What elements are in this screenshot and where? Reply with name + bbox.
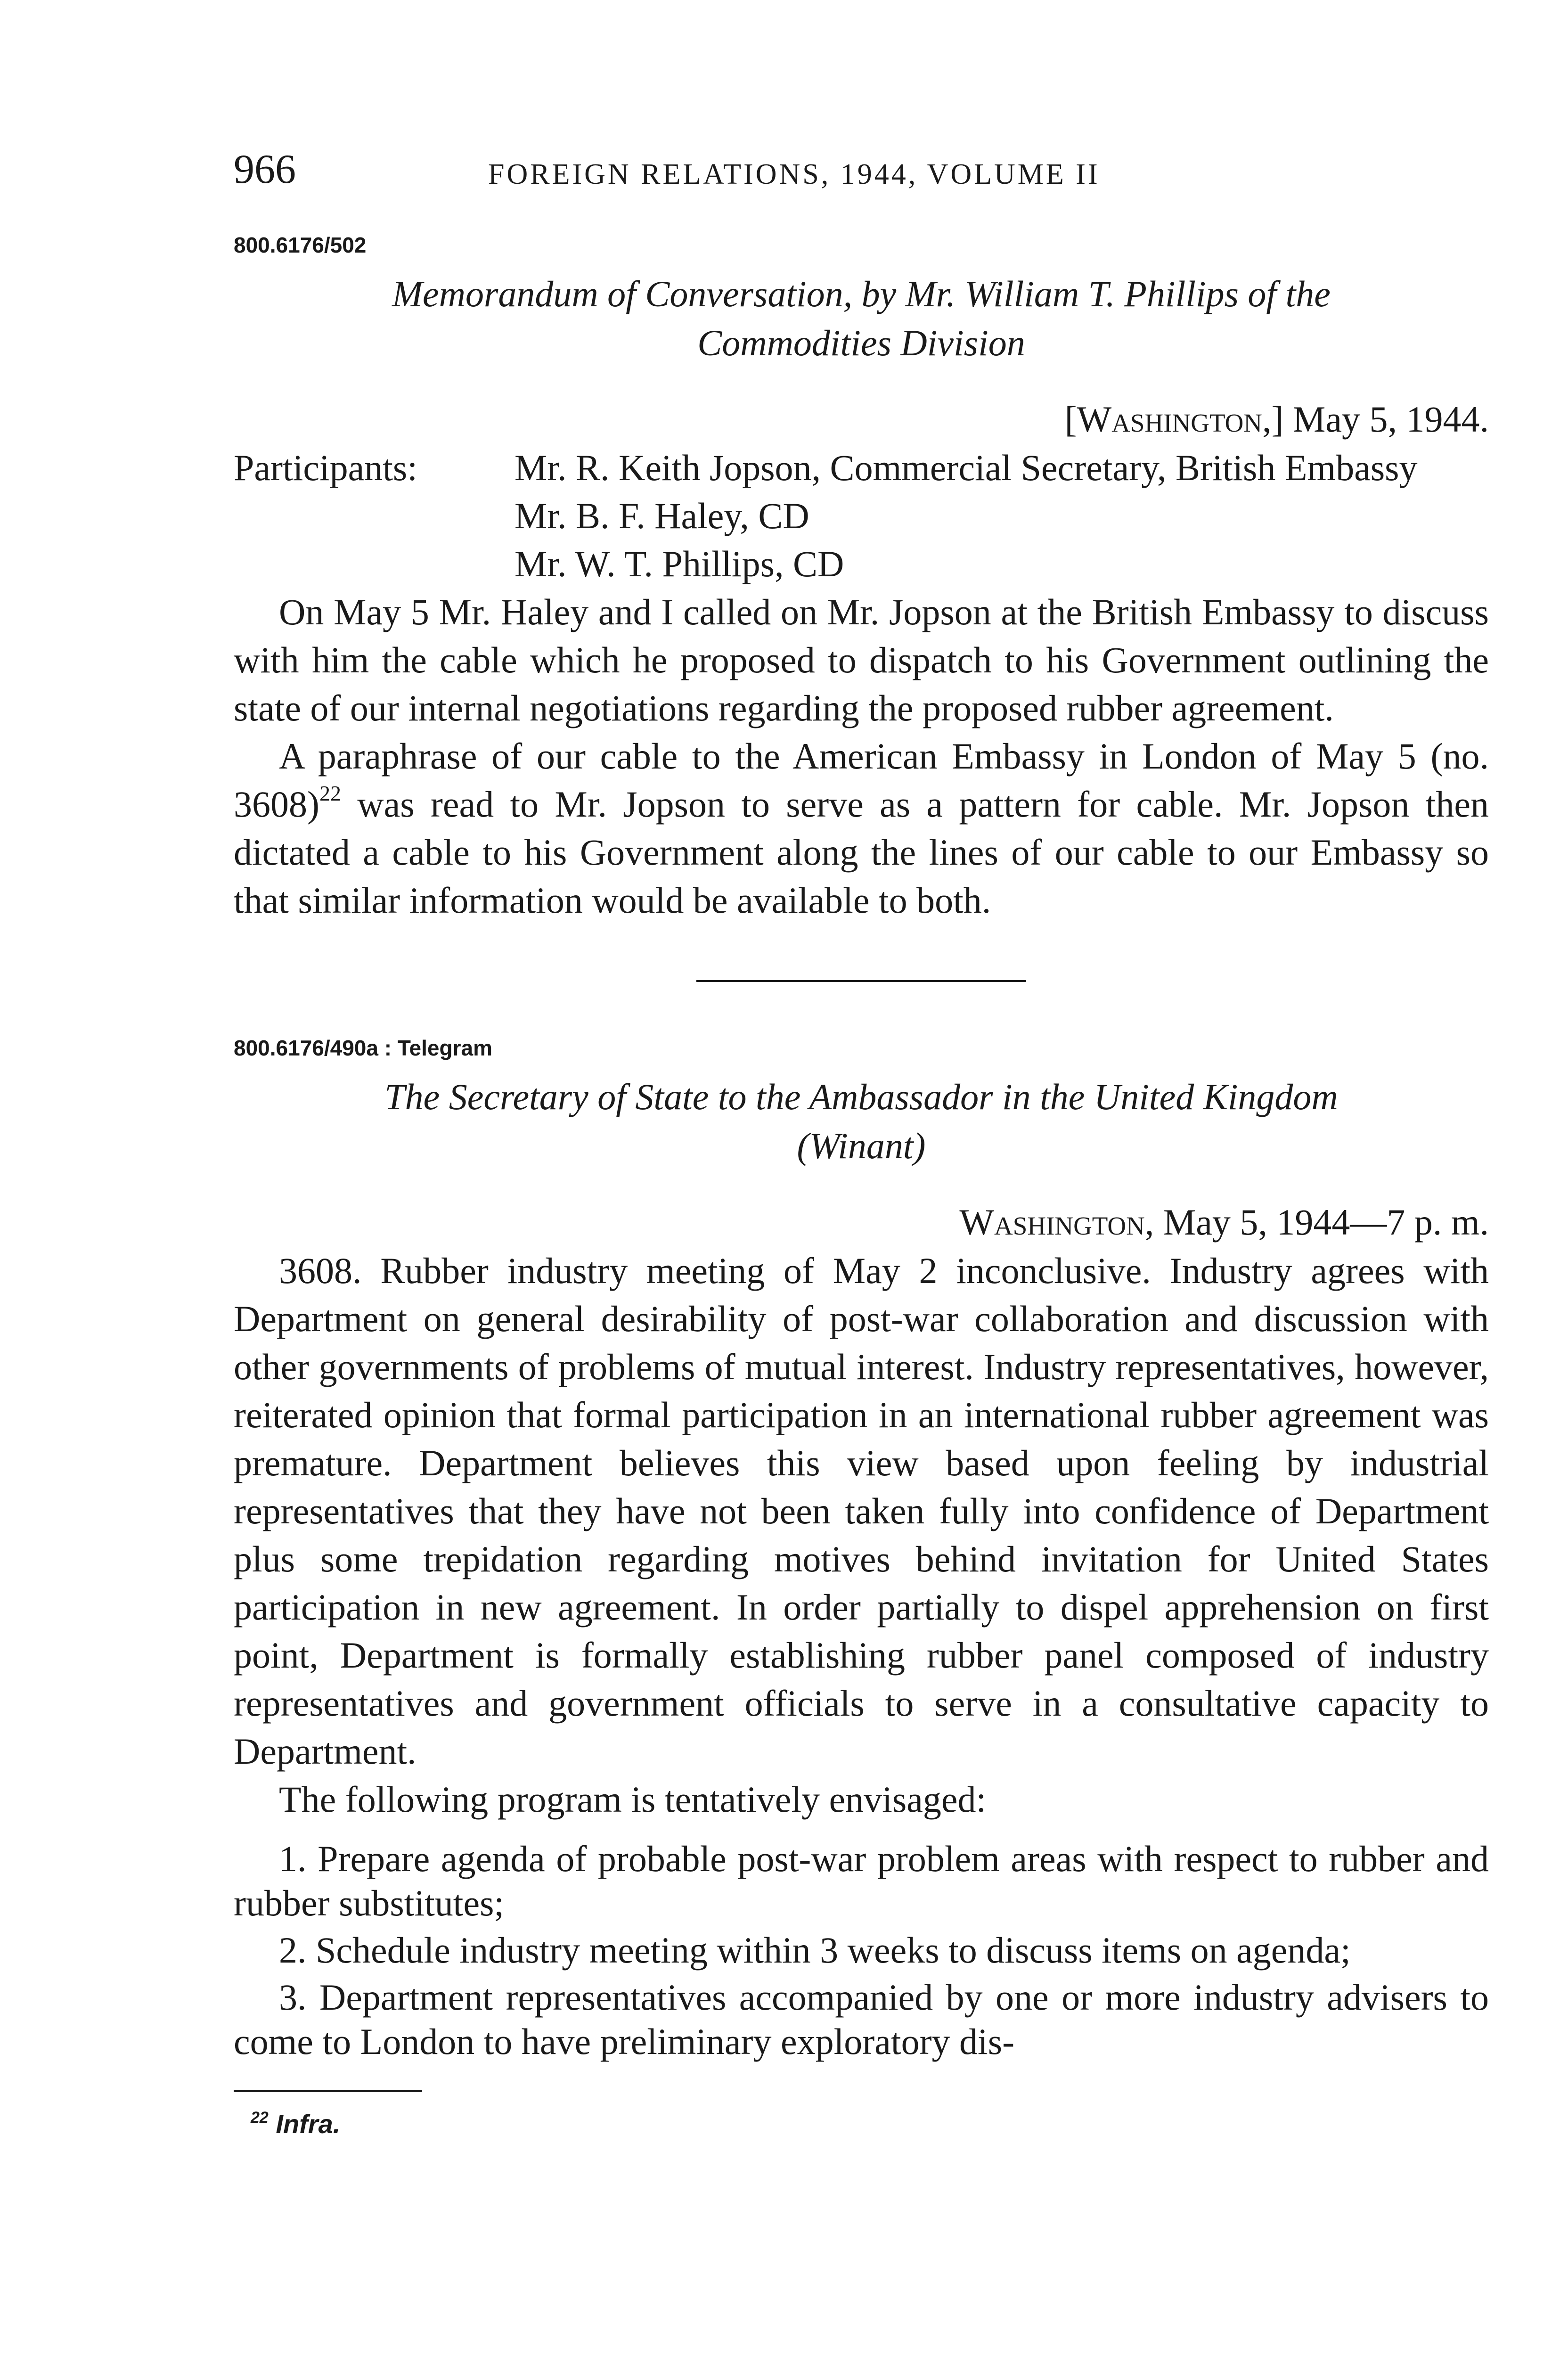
title-line: Memorandum of Conversation, by Mr. William T. Phillips of the bbox=[392, 273, 1331, 314]
participants-list bbox=[514, 444, 1489, 588]
list-item: 3. Department representatives accompanied by one or more industry advisers to come to London to have preliminary exploratory dis- bbox=[234, 1977, 1489, 2062]
running-head: FOREIGN RELATIONS, 1944, VOLUME II bbox=[488, 158, 1100, 190]
paragraph-text: was read to Mr. Jopson to serve as a pattern for cable. Mr. Jopson then dictated a cable to his Government along the lines of our cable to our Embassy so that similar information would be available to both. bbox=[234, 784, 1489, 921]
title-line: (Winant) bbox=[797, 1125, 926, 1166]
document-title bbox=[234, 270, 1489, 368]
page-number: 966 bbox=[234, 147, 296, 192]
participant: Mr. R. Keith Jopson, Commercial Secretary, British Embassy bbox=[514, 447, 1418, 488]
participant: Mr. W. T. Phillips, CD bbox=[514, 543, 844, 584]
dateline bbox=[234, 1198, 1489, 1247]
title-line: Commodities Division bbox=[697, 322, 1025, 363]
dateline-place: Washington, bbox=[959, 1202, 1154, 1243]
memorandum-section bbox=[234, 231, 1489, 924]
dateline bbox=[234, 395, 1489, 444]
list-item: 1. Prepare agenda of probable post-war problem areas with respect to rubber and rubber substitutes; bbox=[234, 1838, 1489, 1923]
paragraph-text: A paraphrase of our cable to the American Embassy in London of May 5 (no. 3608) bbox=[234, 736, 1489, 825]
body-paragraph: 3608. Rubber industry meeting of May 2 inconclusive. Industry agrees with Department on general desirability of post-war collaboration and discussion with other governments of problems of mutual interest. Industry representatives, however, reiterated opinion that formal participation in an international rubber agreement was premature. Department believes this view based upon feeling by industrial representatives that they have not been taken fully into confidence of Department plus some trepidation regarding motives behind invitation for United States participation in new agreement. In order partially to dispel apprehension on first point, Department is formally establishing rubber panel composed of industry representatives and government officials to serve in a consultative capacity to Department. bbox=[234, 1250, 1489, 1772]
body-paragraph: On May 5 Mr. Haley and I called on Mr. Jopson at the British Embassy to discuss with him the cable which he proposed to dispatch to his Government outlining the state of our internal negotiations regarding the proposed rubber agreement. bbox=[234, 591, 1489, 728]
footnote-number: 22 bbox=[251, 2109, 269, 2127]
page-header bbox=[234, 146, 1489, 221]
dateline-date: May 5, 1944—7 p. m. bbox=[1154, 1202, 1489, 1243]
file-number: 800.6176/502 bbox=[234, 233, 367, 257]
body-paragraph bbox=[234, 732, 1489, 924]
telegram-section bbox=[234, 1034, 1489, 2064]
footnote-text: Infra. bbox=[276, 2109, 341, 2139]
section-divider bbox=[696, 980, 1026, 982]
list-item: 2. Schedule industry meeting within 3 weeks to discuss items on agenda; bbox=[279, 1930, 1351, 1971]
participant: Mr. B. F. Haley, CD bbox=[514, 495, 809, 536]
title-line: The Secretary of State to the Ambassador in the United Kingdom bbox=[384, 1076, 1338, 1117]
body-paragraph: The following program is tentatively envisaged: bbox=[279, 1779, 987, 1820]
program-list bbox=[234, 1837, 1489, 2064]
footnote-divider bbox=[234, 2090, 422, 2092]
dateline-date: May 5, 1944. bbox=[1283, 399, 1489, 440]
document-title bbox=[234, 1072, 1489, 1170]
participants-label: Participants: bbox=[234, 447, 417, 488]
dateline-place: [Washington,] bbox=[1064, 399, 1284, 440]
participants-block bbox=[234, 444, 1489, 588]
document-page bbox=[234, 146, 1489, 2143]
footnote-reference[interactable]: 22 bbox=[319, 781, 341, 805]
file-number: 800.6176/490a : Telegram bbox=[234, 1036, 492, 1060]
footnote bbox=[234, 2105, 1489, 2143]
